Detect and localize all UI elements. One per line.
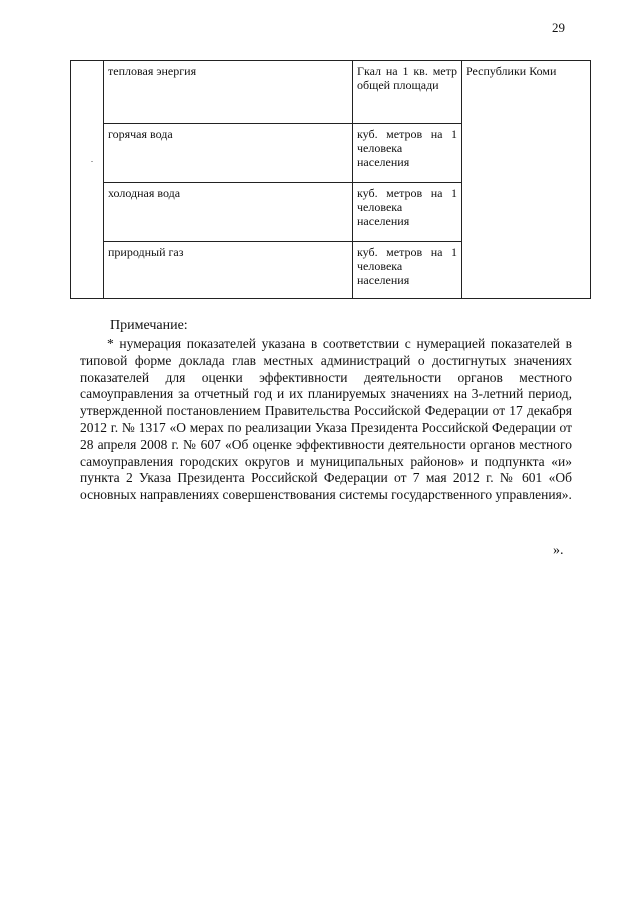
indicator-name: природный газ [104,242,353,299]
row-number-cell [71,61,104,299]
unit-of-measure: куб. метров на 1 человека населения [353,183,462,242]
note-text: * нумерация показателей указана в соответствии с нумерацией показателей в типовой форме доклада глав местных администраций о достигнутых значениях показателей для оценки эффективности деятельности органов местного самоуправления за отчетный год и их планируемых значениях на 3-летний период, утвержденной постановлением Правительства Российской Федерации от 17 декабря 2012 г. № 1317 «О мерах по реализации Указа Президента Российской Федерации от 28 апреля 2008 г. № 607 «Об оценке эффективности деятельности органов местного самоуправления городских округов и муниципальных районов» и подпункта «и» пункта 2 Указа Президента Российской Федерации от 7 мая 2012 г. № 601 «Об основных направлениях совершенствования системы государственного управления». [80,336,572,503]
closing-quote: ». [553,543,564,558]
indicators-table [70,60,591,299]
indicator-name: горячая вода [104,124,353,183]
unit-of-measure: Гкал на 1 кв. метр общей площади [353,61,462,124]
note-label: Примечание: [110,318,188,333]
data-source: Республики Коми [462,61,591,299]
table-row [71,61,591,124]
page-number: 29 [552,20,565,35]
stray-mark: . [91,155,93,164]
indicator-name: холодная вода [104,183,353,242]
unit-of-measure: куб. метров на 1 человека населения [353,124,462,183]
unit-of-measure: куб. метров на 1 человека населения [353,242,462,299]
indicator-name: тепловая энергия [104,61,353,124]
